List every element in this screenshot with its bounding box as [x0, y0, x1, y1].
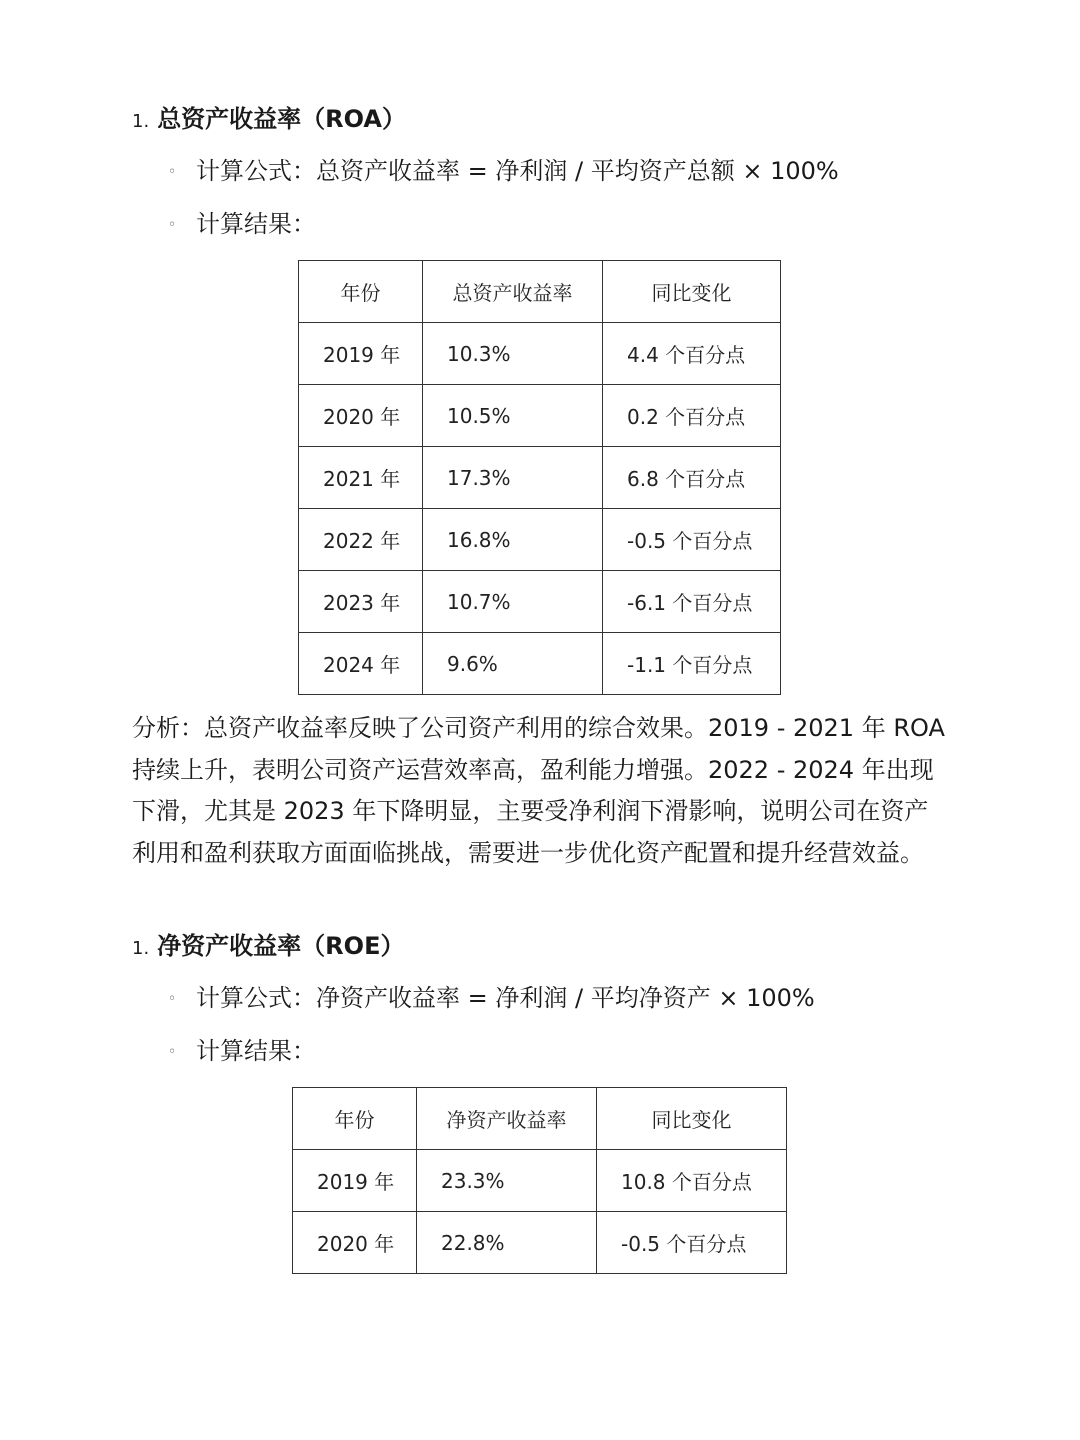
bullet-circle-icon: ◦	[168, 1044, 177, 1060]
roa-cell: 17.3%	[423, 447, 603, 509]
formula-bullet	[168, 155, 839, 188]
result-bullet	[168, 1035, 316, 1068]
year-cell: 2019 年	[293, 1150, 417, 1212]
year-cell: 2023 年	[299, 571, 423, 633]
section-title: 总资产收益率（ROA）	[157, 105, 406, 133]
list-number: 1.	[132, 111, 150, 132]
roa-cell: 10.7%	[423, 571, 603, 633]
roa-cell: 10.3%	[423, 323, 603, 385]
column-header: 净资产收益率	[417, 1088, 597, 1150]
column-header: 同比变化	[597, 1088, 787, 1150]
bullet-circle-icon: ◦	[168, 164, 177, 180]
roe-table	[292, 1087, 787, 1274]
roe-cell: 23.3%	[417, 1150, 597, 1212]
roa-cell: 9.6%	[423, 633, 603, 695]
list-number: 1.	[132, 938, 150, 959]
formula-bullet	[168, 982, 815, 1015]
change-cell: 0.2 个百分点	[603, 385, 781, 447]
year-cell: 2020 年	[299, 385, 423, 447]
roa-table	[298, 260, 781, 695]
table-row	[299, 447, 781, 509]
result-bullet	[168, 208, 316, 241]
section-heading-roe	[132, 930, 404, 965]
result-label: 计算结果：	[196, 210, 316, 238]
change-cell: -1.1 个百分点	[603, 633, 781, 695]
section-heading-roa	[132, 103, 406, 138]
table-row	[293, 1150, 787, 1212]
column-header: 年份	[293, 1088, 417, 1150]
table-row	[299, 509, 781, 571]
change-cell: -6.1 个百分点	[603, 571, 781, 633]
bullet-circle-icon: ◦	[168, 991, 177, 1007]
result-label: 计算结果：	[196, 1037, 316, 1065]
column-header: 同比变化	[603, 261, 781, 323]
table-header-row	[293, 1088, 787, 1150]
year-cell: 2021 年	[299, 447, 423, 509]
year-cell: 2019 年	[299, 323, 423, 385]
column-header: 总资产收益率	[423, 261, 603, 323]
bullet-circle-icon: ◦	[168, 217, 177, 233]
change-cell: 4.4 个百分点	[603, 323, 781, 385]
roe-cell: 22.8%	[417, 1212, 597, 1274]
section-title: 净资产收益率（ROE）	[157, 932, 405, 960]
table-row	[293, 1212, 787, 1274]
roa-cell: 10.5%	[423, 385, 603, 447]
year-cell: 2024 年	[299, 633, 423, 695]
change-cell: 6.8 个百分点	[603, 447, 781, 509]
change-cell: -0.5 个百分点	[603, 509, 781, 571]
change-cell: -0.5 个百分点	[597, 1212, 787, 1274]
table-row	[299, 323, 781, 385]
year-cell: 2020 年	[293, 1212, 417, 1274]
table-row	[299, 633, 781, 695]
analysis-paragraph: 分析：总资产收益率反映了公司资产利用的综合效果。2019 - 2021 年 ROA 持续上升，表明公司资产运营效率高，盈利能力增强。2022 - 2024 年出现下滑，尤其是 2023 年下降明显，主要受净利润下滑影响，说明公司在资产利用和盈利获取方面面临挑战，需要进一步优化资产配置和提升经营效益。	[132, 714, 945, 868]
roa-cell: 16.8%	[423, 509, 603, 571]
formula-text: 计算公式：总资产收益率 = 净利润 / 平均资产总额 × 100%	[196, 157, 839, 185]
change-cell: 10.8 个百分点	[597, 1150, 787, 1212]
table-header-row	[299, 261, 781, 323]
column-header: 年份	[299, 261, 423, 323]
table-row	[299, 571, 781, 633]
year-cell: 2022 年	[299, 509, 423, 571]
formula-text: 计算公式：净资产收益率 = 净利润 / 平均净资产 × 100%	[196, 984, 815, 1012]
table-row	[299, 385, 781, 447]
